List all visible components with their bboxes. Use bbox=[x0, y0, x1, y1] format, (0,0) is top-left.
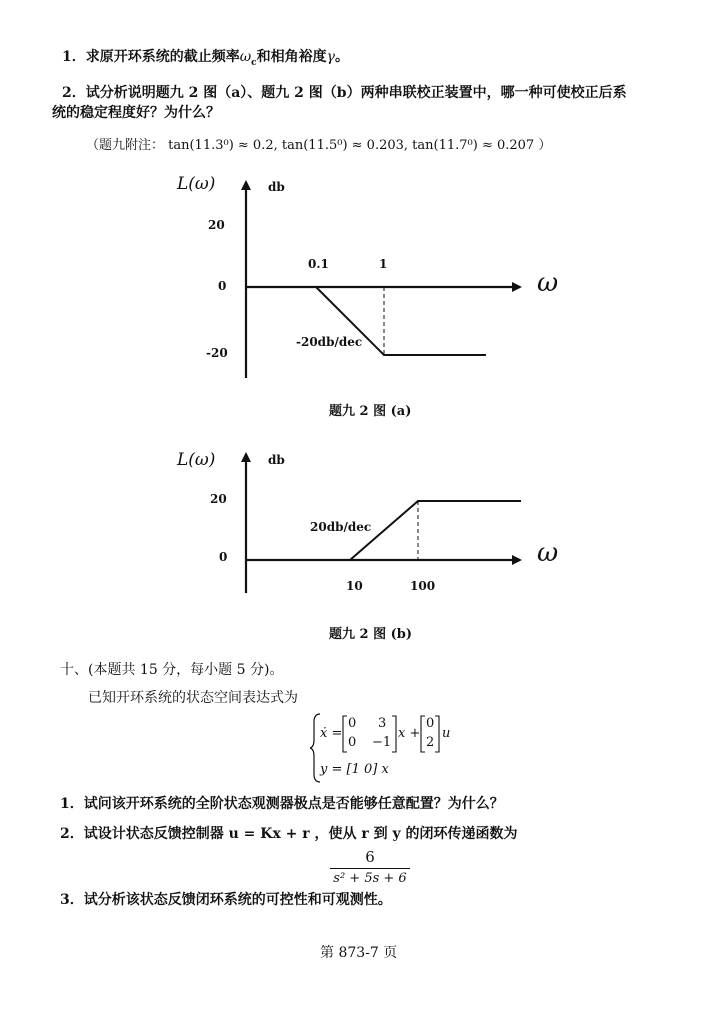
equation-brace bbox=[310, 714, 320, 782]
question-2-line-1: 2．试分析说明题九 2 图（a）、题九 2 图（b）两种串联校正装置中，哪一种可使校正后系 bbox=[62, 85, 627, 101]
bode-plot-b bbox=[0, 440, 721, 640]
output-equation: y = [1 0] x bbox=[320, 762, 389, 777]
x-plus-label: x + bbox=[398, 726, 421, 741]
bode-plot-a bbox=[0, 160, 721, 430]
slope-label-b: 20db/dec bbox=[310, 520, 372, 534]
caption-a: 题九 2 图 (a) bbox=[329, 404, 412, 419]
unit-a: db bbox=[268, 180, 285, 194]
question-1-mid: 和相角裕度 bbox=[256, 49, 327, 65]
y-tick-b-20: 20 bbox=[210, 492, 227, 506]
tf-numerator: 6 bbox=[365, 848, 375, 866]
x-tick-a-0-1: 0.1 bbox=[308, 257, 329, 271]
matrix-a-22: −1 bbox=[372, 735, 392, 750]
omega-symbol: ω bbox=[239, 49, 252, 65]
y-tick-a-0: 0 bbox=[218, 279, 227, 293]
appendix-note: （题九附注： tan(11.3⁰) ≈ 0.2, tan(11.5⁰) ≈ 0.203, tan(11.7⁰) ≈ 0.207 ） bbox=[86, 138, 552, 153]
page-number: 第 873-7 页 bbox=[320, 945, 398, 961]
gamma-symbol: γ bbox=[326, 49, 336, 65]
u-label: u bbox=[442, 726, 451, 741]
x-tick-a-1: 1 bbox=[379, 257, 388, 271]
transfer-function bbox=[330, 848, 410, 886]
question-2-line-2: 统的稳定程度好？为什么？ bbox=[52, 105, 220, 121]
section-10-question-1: 1．试问该开环系统的全阶状态观测器极点是否能够任意配置？为什么？ bbox=[60, 796, 504, 812]
section-10-title: 十、(本题共 15 分，每小题 5 分)。 bbox=[60, 662, 284, 678]
matrix-a-21: 0 bbox=[348, 735, 357, 750]
state-space-equation bbox=[310, 712, 470, 784]
x-tick-b-100: 100 bbox=[410, 579, 436, 593]
figure-b bbox=[0, 440, 721, 640]
magnitude-curve-b bbox=[350, 501, 521, 560]
y-tick-a-neg20: -20 bbox=[206, 346, 228, 360]
ylabel-a: L(ω) bbox=[177, 174, 216, 194]
matrix-a-11: 0 bbox=[348, 716, 357, 731]
xlabel-b: ω bbox=[537, 538, 559, 568]
caption-b: 题九 2 图 (b) bbox=[329, 627, 413, 642]
matrix-a-12: 3 bbox=[378, 716, 387, 731]
xdot-label: ẋ = bbox=[320, 726, 343, 741]
section-10-question-3: 3．试分析该状态反馈闭环系统的可控性和可观测性。 bbox=[60, 892, 392, 908]
question-1 bbox=[62, 48, 349, 72]
section-10-intro: 已知开环系统的状态空间表达式为 bbox=[88, 690, 298, 706]
section-10-question-2: 2．试设计状态反馈控制器 u = Kx + r ，使从 r 到 y 的闭环传递函数为 bbox=[60, 826, 518, 842]
y-tick-a-20: 20 bbox=[208, 218, 225, 232]
y-tick-b-0: 0 bbox=[219, 550, 228, 564]
question-1-text: 1．求原开环系统的截止频率 bbox=[62, 49, 240, 65]
x-tick-b-10: 10 bbox=[346, 579, 363, 593]
unit-b: db bbox=[268, 453, 285, 467]
matrix-b-2: 2 bbox=[426, 735, 435, 750]
slope-label-a: -20db/dec bbox=[296, 335, 363, 349]
figure-a bbox=[0, 160, 721, 430]
xlabel-a: ω bbox=[537, 268, 559, 298]
ylabel-b: L(ω) bbox=[177, 450, 216, 470]
omega-subscript: c bbox=[251, 57, 257, 68]
matrix-b-1: 0 bbox=[426, 716, 435, 731]
question-1-end: 。 bbox=[335, 49, 350, 65]
tf-denominator: s² + 5s + 6 bbox=[330, 868, 410, 886]
